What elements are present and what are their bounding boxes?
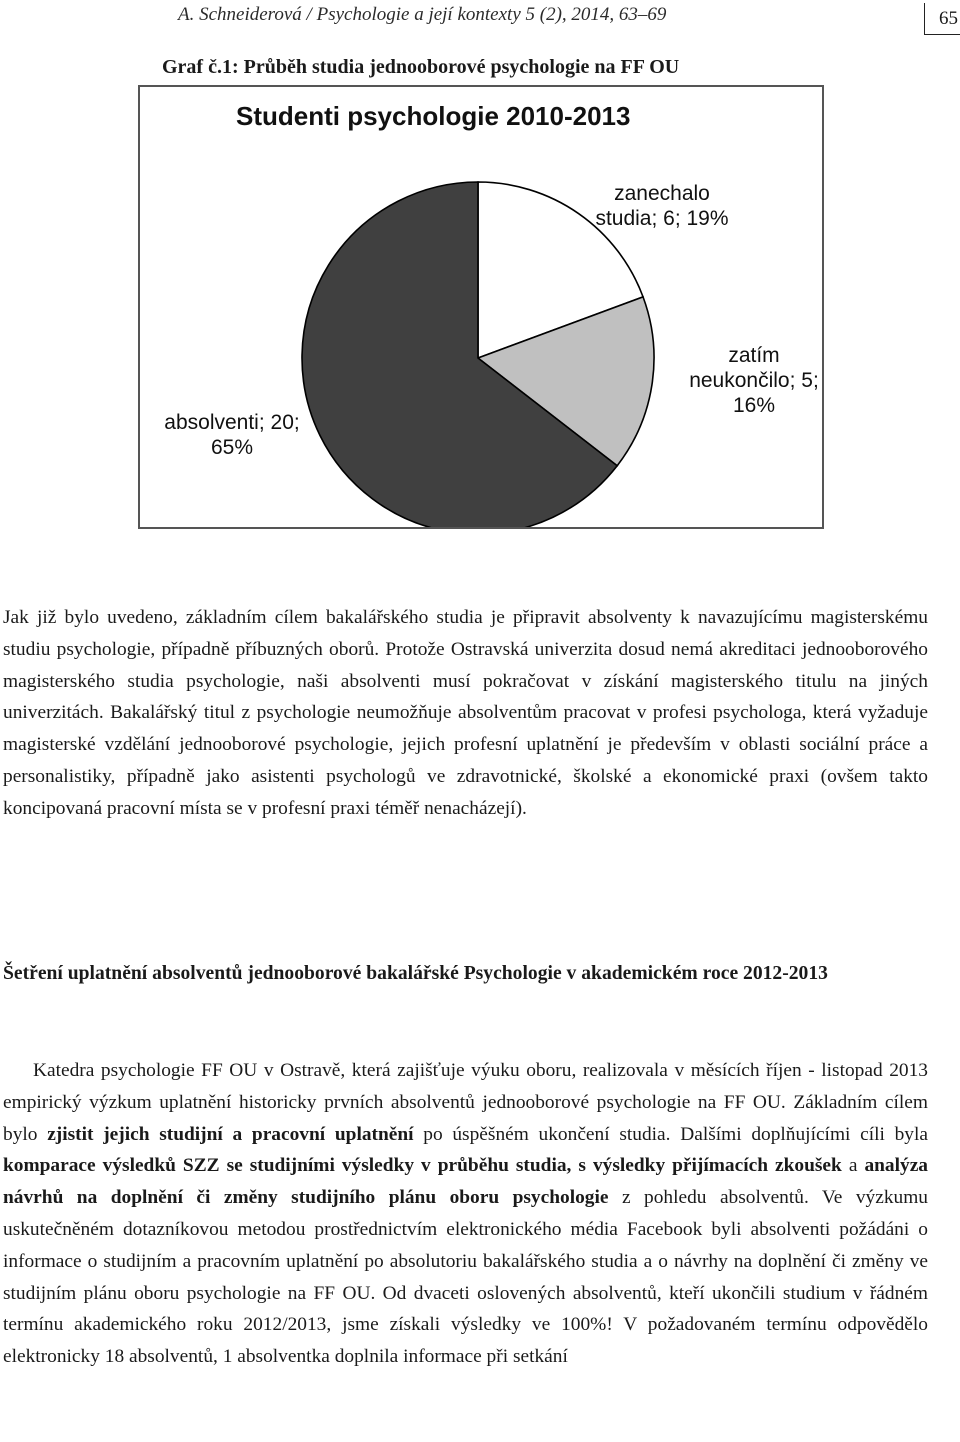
- section-heading: Šetření uplatnění absolventů jednooborové bakalářské Psychologie v akademickém roce 2012-2013: [3, 963, 828, 984]
- pie-slices: [302, 182, 654, 527]
- bold-goal: zjistit jejich studijní a pracovní uplatnění: [47, 1123, 414, 1145]
- paragraph-2-text: Katedra psychologie FF OU v Ostravě, která zajišťuje výuku oboru, realizovala v měsících říjen - listopad 2013 empirický výzkum uplatnění historicky prvních absolventů jednooborové psychologie na FF OU. Základním cílem bylo zjistit jejich studijní a pracovní uplatnění po úspěšném ukončení studia. Dalšími doplňujícími cíli byla komparace výsledků SZZ se studijními výsledky v průběhu studia, s výsledky přijímacích zkoušek a analýza návrhů na doplnění či změny studijního plánu oboru psychologie z pohledu absolventů. Ve výzkumu uskutečněném dotazníkovou metodou prostřednictvím elektronického média Facebook byli absolventi požádáni o informace o studijním a pracovním uplatnění po absolutoriu bakalářského studia a o návrhy na doplnění či změny ve studijním plánu oboru psychologie na FF OU. Od dvaceti oslovených absolventů, kteří ukončili studium v řádném termínu akademického roku 2012/2013, jsme získali výsledky ve 100%! V požadovaném termínu odpovědělo elektronicky 18 absolventů, 1 absolventka doplnila informace při setkání: [3, 1060, 928, 1368]
- pie-chart-frame: [138, 85, 824, 529]
- pie-slice-label-2: zatím neukončilo; 5; 16%: [689, 344, 819, 417]
- figure-caption: Graf č.1: Průběh studia jednooborové psychologie na FF OU: [162, 56, 680, 78]
- pie-chart: [140, 87, 822, 527]
- chart-title: Studenti psychologie 2010-2013: [236, 101, 631, 131]
- running-header: A. Schneiderová / Psychologie a její kontexty 5 (2), 2014, 63–69: [178, 4, 667, 25]
- paragraph-1-text: Jak již bylo uvedeno, základním cílem bakalářského studia je připravit absolventy k navazujícímu magisterskému studiu psychologie, případně příbuzných oborů. Protože Ostravská univerzita dosud nemá akreditaci jednooborového magisterského studia psychologie, naši absolventi musí pokračovat v získání magisterského titulu na jiných univerzitách. Bakalářský titul z psychologie neumožňuje absolventům pracovat v profesi psychologa, která vyžaduje magisterské vzdělání jednooborové psychologie, jejich profesní uplatnění je především v oblasti sociální práce a personalistiky, případně jako asistenti psychologů ve zdravotnické, školské a ekonomické praxi (ovšem takto koncipovaná pracovní místa se v profesní praxi téměř nenacházejí).: [3, 607, 928, 819]
- page-number: 65: [924, 3, 960, 35]
- bold-analysis: analýza návrhů na doplnění či změny studijního plánu oboru psychologie: [3, 1155, 928, 1209]
- paragraph-2: [3, 1055, 928, 1373]
- paragraph-1: [3, 602, 928, 825]
- bold-comparison: komparace výsledků SZZ se studijními výsledky v průběhu studia, s výsledky přijímacích zkoušek: [3, 1155, 842, 1177]
- pie-slice-label-1: zanechalo studia; 6; 19%: [595, 182, 729, 230]
- pie-slice-label-3: absolventi; 20; 65%: [164, 411, 300, 459]
